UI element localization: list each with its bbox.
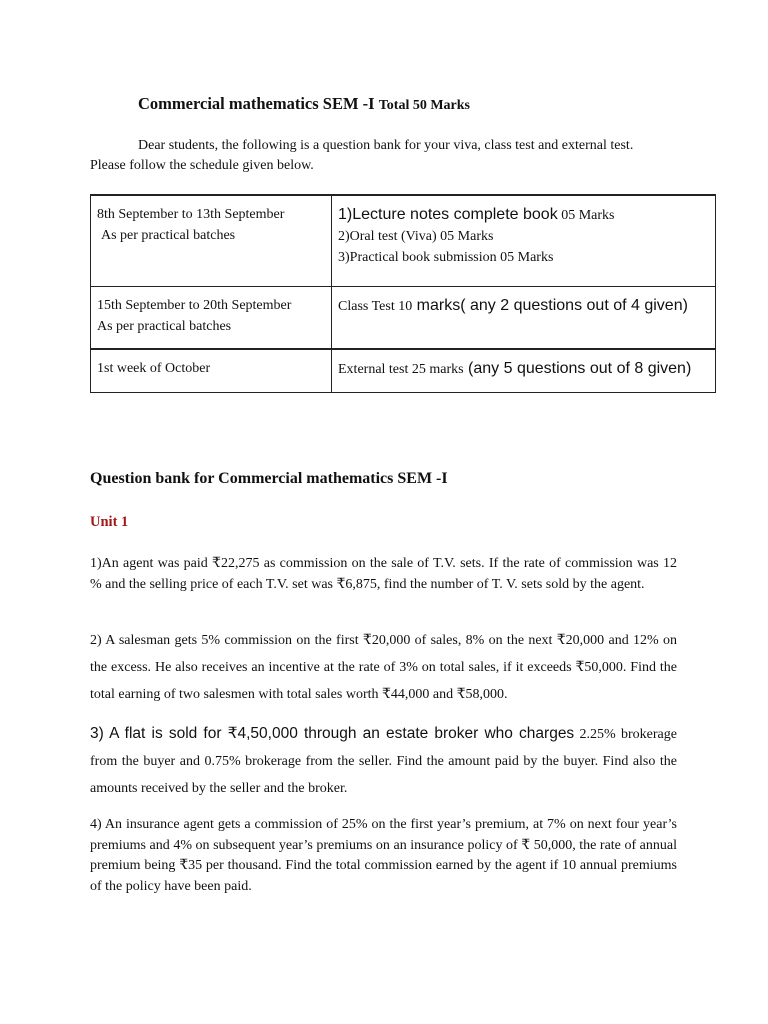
question-3-lead: 3) A flat is sold for ₹4,50,000 through an estate broker who charges <box>90 725 575 742</box>
schedule-row <box>91 286 716 349</box>
question-2: 2) A salesman gets 5% commission on the first ₹20,000 of sales, 8% on the next ₹20,000 and 12% on the excess. He also receives an incentive at the rate of 3% on total sales, if it exceeds ₹50,000. Find the total earning of two salesmen with total sales worth ₹44,000 and ₹58,000. <box>90 633 677 702</box>
schedule-activity-cell <box>332 349 716 392</box>
activity-class-test: Class Test 10 <box>338 298 413 314</box>
question-1: 1)An agent was paid ₹22,275 as commission on the sale of T.V. sets. If the rate of commission was 12 % and the selling price of each T.V. set was ₹6,875, find the number of T. V. sets sold by the agent. <box>90 556 677 592</box>
schedule-date: 15th September to 20th September <box>97 297 292 313</box>
schedule-date: 8th September to 13th September <box>97 207 285 222</box>
question-bank-heading: Question bank for Commercial mathematics SEM -I <box>90 470 448 487</box>
activity-lecture-marks: 05 Marks <box>557 208 615 223</box>
schedule-batch: As per practical batches <box>101 228 236 243</box>
page-title <box>138 94 470 114</box>
schedule-table <box>90 194 716 393</box>
question-3-rest: 2.25% brokerage from the buyer and 0.75% brokerage from the seller. Find the amount paid by the buyer. Find also the amounts received by the seller and the broker. <box>90 727 677 796</box>
schedule-date-cell <box>91 286 332 349</box>
schedule-date-cell <box>91 195 332 286</box>
activity-practical-book: 3)Practical book submission 05 Marks <box>338 250 554 265</box>
schedule-date: 1st week of October <box>97 361 211 376</box>
schedule-row <box>91 349 716 392</box>
activity-oral-test: 2)Oral test (Viva) 05 Marks <box>338 229 494 244</box>
question-3 <box>90 720 677 802</box>
title-main: Commercial mathematics SEM -I <box>138 94 375 113</box>
schedule-date-cell <box>91 349 332 392</box>
schedule-batch: As per practical batches <box>97 318 232 334</box>
schedule-activity-cell <box>332 286 716 349</box>
unit-heading: Unit 1 <box>90 514 129 530</box>
schedule-row <box>91 195 716 286</box>
activity-class-test-detail: marks( any 2 questions out of 4 given) <box>412 296 688 314</box>
activity-external-test: External test 25 marks <box>338 362 464 377</box>
intro-line-1: Dear students, the following is a question bank for your viva, class test and external test. <box>138 138 634 153</box>
intro-line-2: Please follow the schedule given below. <box>90 158 314 173</box>
title-marks: Total 50 Marks <box>378 98 471 113</box>
question-4: 4) An insurance agent gets a commission of 25% on the first year’s premium, at 7% on next four year’s premiums and 4% on subsequent year’s premiums on an insurance policy of ₹ 50,000, the rate of annual premium being ₹35 per thousand. Find the total commission earned by the agent if 10 annual premiums of the policy have been paid. <box>90 817 677 895</box>
activity-external-test-detail: (any 5 questions out of 8 given) <box>463 360 692 377</box>
activity-lecture-notes: 1)Lecture notes complete book <box>338 206 558 223</box>
schedule-activity-cell <box>332 195 716 286</box>
